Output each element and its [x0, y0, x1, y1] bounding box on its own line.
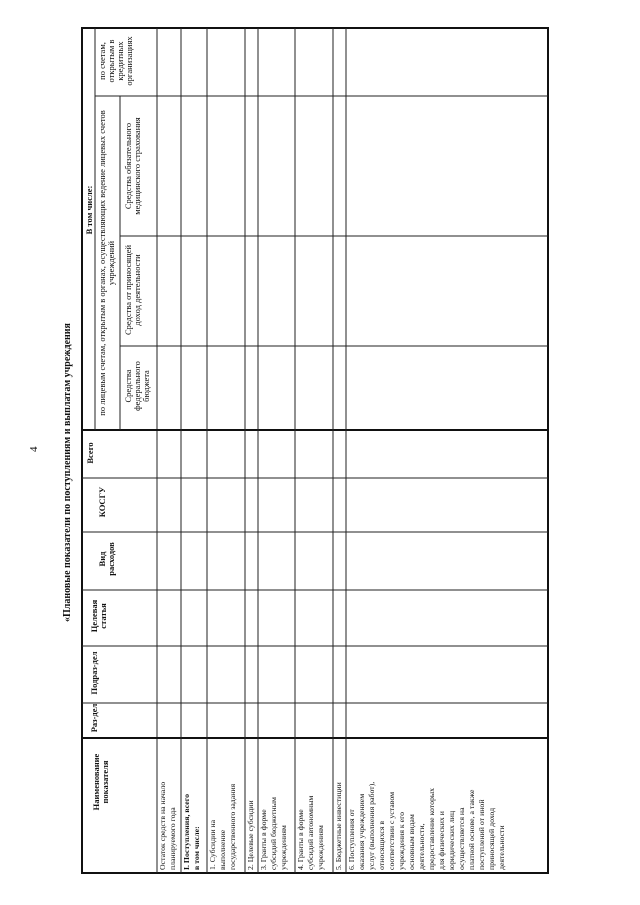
- row-line: основным видам: [407, 814, 416, 870]
- row-line: государственного задания: [228, 783, 237, 870]
- row-line: платной основе, а также: [467, 789, 476, 870]
- row-line: субсидий бюджетным: [269, 797, 278, 870]
- table-row-name: [158, 782, 178, 870]
- row-line: планируемого года: [168, 807, 177, 870]
- row-line: учреждения к его: [397, 812, 406, 870]
- row-line: приносящей доход: [487, 807, 496, 870]
- row-line: 3. Гранты в форме: [259, 809, 268, 870]
- row-line: соответствии с уставом: [387, 791, 396, 870]
- header-oms: Средства обязательного медицинского страхования: [123, 117, 142, 215]
- header-v-tom-chisle: В том числе:: [84, 185, 94, 235]
- header-razdel: Раз-дел: [89, 703, 99, 733]
- table-row-name: [246, 800, 256, 870]
- header-vid: Вид расходов: [97, 542, 116, 576]
- row-line: учреждениям: [279, 825, 288, 870]
- table-frame: [82, 28, 548, 873]
- row-line: деятельности,: [417, 823, 426, 870]
- row-line: относящихся в: [377, 820, 386, 870]
- table-row-name: [208, 784, 238, 870]
- header-fed-budget: Средства федерального бюджета: [123, 361, 151, 411]
- row-line: субсидий автономным: [306, 795, 315, 870]
- row-line: в том числе:: [192, 826, 201, 870]
- row-line: 6. Поступления от: [347, 809, 356, 870]
- row-line: выполнение: [218, 829, 227, 870]
- row-line: 1. Субсидии на: [208, 819, 217, 870]
- page-number: 4: [28, 446, 40, 452]
- header-celevaya: Целевая статья: [89, 599, 108, 633]
- header-name: Наименование показателя: [91, 753, 110, 811]
- table-title: «Плановые показатели по поступлениям и выплатам учреждения: [62, 323, 73, 622]
- row-line: 4. Гранты в форме: [296, 809, 305, 870]
- table-row-name: [259, 797, 289, 870]
- header-vsego: Всего: [85, 442, 95, 464]
- row-line: 2. Целевые субсидии: [246, 800, 255, 870]
- table-row-name: [334, 782, 344, 870]
- row-line: учреждениям: [316, 825, 325, 870]
- header-lic-scheta: по лицевым счетам, открытым в органах, осуществляющих ведение лицевых счетов учреждений: [97, 110, 116, 416]
- row-line: предоставление которых: [427, 787, 436, 870]
- header-kosgu: КОСГУ: [97, 486, 107, 518]
- table-row-name: [347, 782, 507, 870]
- row-line: 5. Бюджетные инвестиции: [334, 782, 343, 870]
- row-line: осуществляется на: [457, 807, 466, 870]
- row-line: Остаток средств на начало: [158, 781, 167, 870]
- row-line: оказания учреждением: [357, 793, 366, 870]
- row-line: I. Поступления, всего: [182, 794, 191, 870]
- row-line: поступлений от иной: [477, 799, 486, 870]
- row-line: юридических лиц: [447, 810, 456, 870]
- row-line: деятельности: [497, 825, 506, 870]
- header-credit: по счетам, открытым в кредитных организациях: [97, 36, 134, 86]
- header-income: Средства от приносящей доход деятельности: [123, 244, 142, 336]
- table-row-name: [296, 796, 326, 870]
- row-line: для физических и: [437, 811, 446, 870]
- row-line: услуг (выполнения работ),: [367, 781, 376, 870]
- header-podrazdel: Подраз-дел: [89, 651, 99, 695]
- table-row-name: [182, 794, 202, 870]
